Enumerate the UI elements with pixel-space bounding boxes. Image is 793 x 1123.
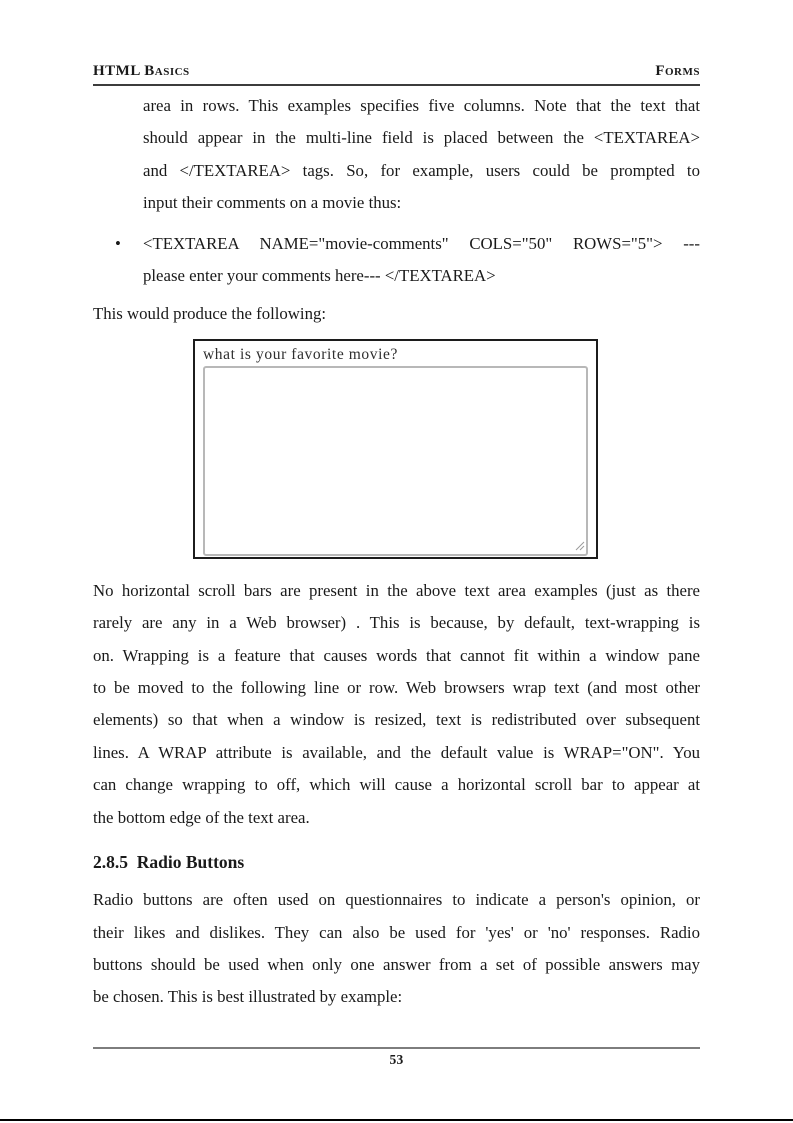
text-line: This would produce the following:: [93, 304, 327, 324]
text-line: should appear in the multi-line field is placed between the <TEXTAREA>: [143, 128, 700, 148]
footer-rule: [93, 1047, 700, 1049]
scan-edge-line: [0, 1119, 793, 1121]
text-line: lines. A WRAP attribute is available, and the default value is WRAP="ON". You: [93, 742, 700, 762]
movie-comments-textarea[interactable]: [203, 366, 588, 556]
header-left-title: HTML Basics: [93, 63, 190, 79]
text-line: on. Wrapping is a feature that causes words that cannot fit within a window pane: [93, 645, 700, 665]
page-body: [93, 90, 700, 1014]
text-line: be chosen. This is best illustrated by example:: [93, 987, 403, 1007]
bullet-item-text: [143, 228, 700, 293]
text-line: please enter your comments here--- </TEXTAREA>: [143, 266, 496, 286]
text-line: their likes and dislikes. They can also be used for 'yes' or 'no' responses. Radio: [93, 922, 700, 942]
paragraph-textarea-continuation: [143, 90, 700, 220]
textarea-example-figure: [193, 339, 598, 559]
paragraph-radio-buttons: [93, 884, 700, 1014]
running-header: [93, 63, 700, 86]
textarea-wrapper: [203, 366, 588, 556]
page-footer: [93, 1047, 700, 1068]
paragraph-wrapping: [93, 575, 700, 834]
bullet-list-item: [115, 228, 700, 293]
section-heading-radio-buttons: 2.8.5 Radio Buttons: [93, 852, 245, 873]
text-line: Radio buttons are often used on questionnaires to indicate a person's opinion, or: [93, 890, 700, 910]
text-line: No horizontal scroll bars are present in the above text area examples (just as there: [93, 580, 700, 600]
textarea-question-label: what is your favorite movie?: [203, 345, 398, 363]
text-line: input their comments on a movie thus:: [143, 193, 402, 213]
text-line: <TEXTAREA NAME="movie-comments" COLS="50" ROWS="5"> ---: [143, 233, 700, 253]
text-line: rarely are any in a Web browser) . This is because, by default, text-wrapping is: [93, 613, 700, 633]
text-line: the bottom edge of the text area.: [93, 807, 310, 827]
page-number: 53: [389, 1052, 404, 1067]
header-right-title: Forms: [655, 63, 700, 79]
text-line: buttons should be used when only one answer from a set of possible answers may: [93, 954, 700, 974]
text-line: can change wrapping to off, which will cause a horizontal scroll bar to appear at: [93, 775, 700, 795]
text-line: and </TEXTAREA> tags. So, for example, users could be prompted to: [143, 160, 700, 180]
text-line: elements) so that when a window is resized, text is redistributed over subsequent: [93, 710, 700, 730]
paragraph-intro: [93, 298, 700, 330]
list-bullet-icon: •: [115, 233, 121, 253]
text-line: to be moved to the following line or row. Web browsers wrap text (and most other: [93, 678, 700, 698]
text-line: area in rows. This examples specifies five columns. Note that the text that: [143, 96, 700, 115]
